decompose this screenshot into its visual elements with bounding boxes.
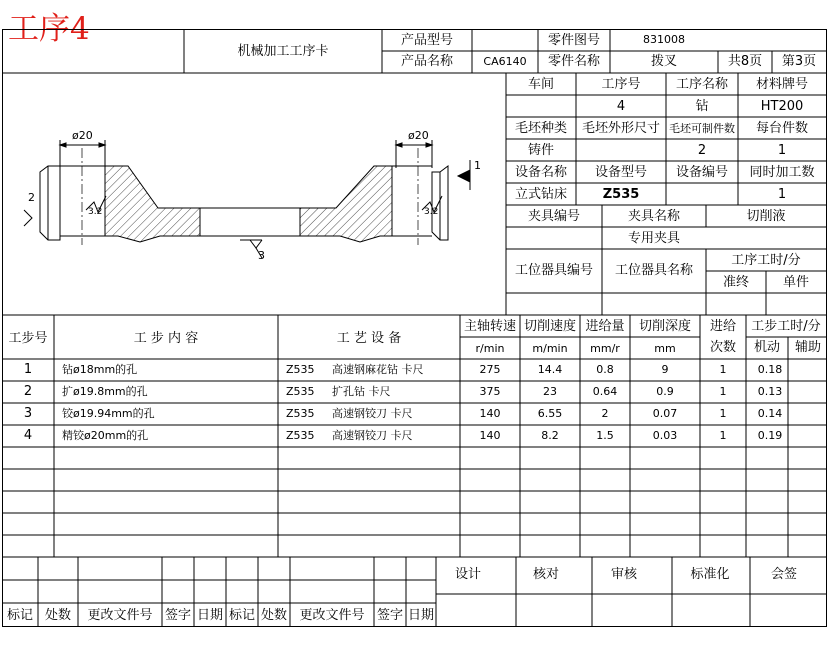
step-passes: 1 <box>719 363 727 376</box>
roughness-right: 3.2 <box>424 207 439 217</box>
step-cut-speed: 8.2 <box>541 429 559 442</box>
product-name: CA6140 <box>483 55 527 68</box>
step-feed: 0.64 <box>592 385 618 398</box>
review-label: 审核 <box>610 567 638 582</box>
step-no: 2 <box>23 384 33 399</box>
step-feed: 0.8 <box>596 363 614 376</box>
step-equip: Z535 <box>286 385 315 398</box>
feed-header: 进给量 <box>585 319 625 334</box>
machine-time-header: 机动 <box>753 340 781 355</box>
step-depth: 0.9 <box>656 385 674 398</box>
step-content: 铰ø19.94mm的孔 <box>62 407 155 420</box>
op-name-value: 钻 <box>695 99 709 114</box>
equipment-header: 工 艺 设 备 <box>336 331 402 346</box>
step-feed: 2 <box>601 407 609 420</box>
blank-type-value: 铸件 <box>527 143 555 158</box>
aux-time-header: 辅助 <box>794 340 822 355</box>
count-label: 处数 <box>44 608 72 623</box>
sign-label: 会签 <box>770 567 798 582</box>
step-depth: 0.07 <box>652 407 678 420</box>
passes-header-2: 次数 <box>709 340 737 355</box>
datum-2: 2 <box>28 191 35 204</box>
station-name-label: 工位器具名称 <box>614 263 694 278</box>
blank-type-label: 毛坯种类 <box>514 121 568 136</box>
step-no: 4 <box>23 428 33 443</box>
date-label: 日期 <box>196 608 224 623</box>
dimension-left: ø20 <box>72 129 93 142</box>
fixture-no-label: 夹具编号 <box>527 209 581 224</box>
step-machine-time: 0.19 <box>757 429 783 442</box>
design-label: 设计 <box>454 567 482 582</box>
equip-no-label: 设备编号 <box>675 165 729 180</box>
equip-name-label: 设备名称 <box>514 165 568 180</box>
part-name: 拨叉 <box>650 54 678 69</box>
standard-label: 标准化 <box>690 567 730 582</box>
op-no-label: 工序号 <box>601 77 641 92</box>
step-tool: 高速钢铰刀 卡尺 <box>332 429 413 442</box>
speed-unit: r/min <box>475 342 505 355</box>
step-cut-speed: 6.55 <box>537 407 563 420</box>
material-value: HT200 <box>760 99 804 114</box>
simul-label: 同时加工数 <box>749 165 815 180</box>
step-time-header: 工步工时/分 <box>751 319 821 334</box>
step-speed: 275 <box>479 363 501 376</box>
part-no: 831008 <box>643 33 685 46</box>
step-passes: 1 <box>719 407 727 420</box>
spindle-speed-header: 主轴转速 <box>463 319 517 334</box>
step-cut-speed: 23 <box>543 385 557 398</box>
step-content-header: 工 步 内 容 <box>133 331 199 346</box>
count-label-2: 处数 <box>260 608 288 623</box>
datum-3: 3 <box>258 249 265 262</box>
step-equip: Z535 <box>286 363 315 376</box>
per-unit-value: 1 <box>777 143 787 158</box>
step-speed: 140 <box>479 429 501 442</box>
step-depth: 0.03 <box>652 429 678 442</box>
dimension-right: ø20 <box>408 129 429 142</box>
step-machine-time: 0.13 <box>757 385 783 398</box>
simul-value: 1 <box>777 187 787 202</box>
op-no-value: 4 <box>616 99 626 114</box>
equip-name-value: 立式钻床 <box>514 187 568 202</box>
equip-model-value: Z535 <box>602 187 640 202</box>
step-speed: 140 <box>479 407 501 420</box>
passes-header-1: 进给 <box>709 319 737 334</box>
depth-unit: mm <box>654 342 676 355</box>
equip-model-label: 设备型号 <box>594 165 648 180</box>
fixture-name-label: 夹具名称 <box>627 209 681 224</box>
roughness-left: 3.2 <box>88 207 103 217</box>
mark-label: 标记 <box>6 608 34 623</box>
product-name-label: 产品名称 <box>400 54 454 69</box>
doc-label: 更改文件号 <box>87 608 153 623</box>
signature-label-2: 签字 <box>376 608 404 623</box>
step-tool: 扩孔钻 卡尺 <box>332 385 391 398</box>
per-unit-label: 每台件数 <box>755 121 809 136</box>
step-feed: 1.5 <box>596 429 614 442</box>
step-no: 1 <box>23 362 33 377</box>
station-no-label: 工位器具编号 <box>514 263 594 278</box>
cut-speed-unit: m/min <box>532 342 568 355</box>
op-name-label: 工序名称 <box>675 77 729 92</box>
signature-label: 签字 <box>164 608 192 623</box>
mark-label-2: 标记 <box>228 608 256 623</box>
step-no: 3 <box>23 406 33 421</box>
step-machine-time: 0.18 <box>757 363 783 376</box>
total-pages: 共8页 <box>727 54 763 69</box>
doc-label-2: 更改文件号 <box>299 608 365 623</box>
blank-size-label: 毛坯外形尺寸 <box>581 121 661 136</box>
card-title: 机械加工工序卡 <box>237 44 329 59</box>
product-model-label: 产品型号 <box>400 33 454 48</box>
step-equip: Z535 <box>286 407 315 420</box>
fixture-name-value: 专用夹具 <box>627 231 681 246</box>
step-no-header: 工步号 <box>8 331 48 346</box>
feed-unit: mm/r <box>590 342 620 355</box>
per-blank-label: 毛坯可制件数 <box>669 122 735 135</box>
step-machine-time: 0.14 <box>757 407 783 420</box>
date-label-2: 日期 <box>407 608 435 623</box>
step-depth: 9 <box>661 363 669 376</box>
step-passes: 1 <box>719 385 727 398</box>
op-time-label: 工序工时/分 <box>731 253 801 268</box>
unit-time-label: 单件 <box>782 275 810 290</box>
process-stamp: 工序4 <box>8 11 90 47</box>
step-tool: 高速钢铰刀 卡尺 <box>332 407 413 420</box>
cutting-speed-header: 切削速度 <box>523 319 577 334</box>
material-label: 材料牌号 <box>755 77 809 92</box>
part-name-label: 零件名称 <box>547 54 601 69</box>
step-equip: Z535 <box>286 429 315 442</box>
depth-header: 切削深度 <box>638 319 692 334</box>
check-label: 核对 <box>532 567 560 582</box>
step-content: 扩ø19.8mm的孔 <box>62 385 148 398</box>
page-number: 第3页 <box>781 54 817 69</box>
step-content: 钻ø18mm的孔 <box>62 363 138 376</box>
workshop-label: 车间 <box>527 77 555 92</box>
step-passes: 1 <box>719 429 727 442</box>
per-blank-value: 2 <box>697 143 707 158</box>
coolant-label: 切削液 <box>746 209 786 224</box>
step-content: 精铰ø20mm的孔 <box>62 429 149 442</box>
step-tool: 高速钢麻花钻 卡尺 <box>332 363 424 376</box>
step-speed: 375 <box>479 385 501 398</box>
datum-1: 1 <box>474 159 481 172</box>
prep-time-label: 准终 <box>722 275 750 290</box>
part-no-label: 零件图号 <box>547 33 601 48</box>
step-cut-speed: 14.4 <box>537 363 563 376</box>
